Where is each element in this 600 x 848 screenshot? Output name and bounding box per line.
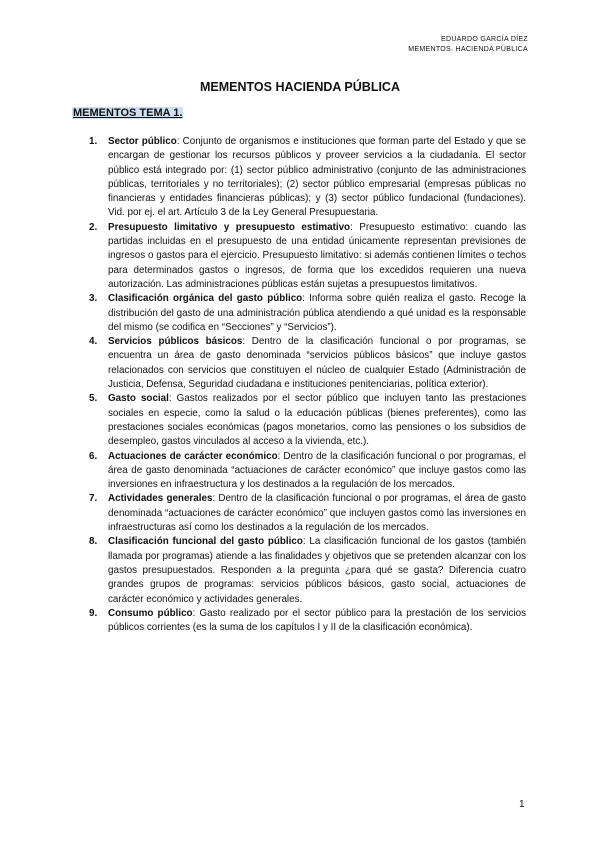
list-item (72, 335, 526, 392)
item-term: Sector público (108, 136, 177, 147)
list-item (72, 392, 526, 449)
list-item (72, 221, 526, 292)
item-term: Presupuesto limitativo y presupuesto estimativo (108, 221, 351, 233)
item-term: Actividades generales (108, 493, 213, 505)
item-text: : Informa sobre quién realiza el gasto. Recoge la distribución del gasto de una administración pública atendiendo a qué unidad es la responsable del mismo (se codifica en “Secciones” y “Servicios”). (108, 293, 526, 333)
section-heading: MEMENTOS TEMA 1. (73, 107, 183, 119)
list-item (72, 450, 526, 493)
page-number: 1 (519, 799, 525, 810)
item-number: 7. (89, 493, 98, 505)
item-term: Clasificación funcional del gasto público (108, 536, 303, 548)
item-text: : Dentro de la clasificación funcional o por programas, el área de gasto denominada “actuaciones de carácter económico” que incluyen gastos como las inversiones en infraestructuras así como los destinados a la regulación de los mercados. (108, 493, 526, 534)
item-text: : Gastos realizados por el sector público que incluyen tanto las prestaciones sociales en especie, como la salud o la educación públicas (bienes preferentes), como las prestaciones sociales económicas (pagos monetarios, como las pensiones o los subsidios de desempleo, gastos vinculados al acceso a la vivienda, etc.). (108, 393, 527, 448)
item-term: Actuaciones de carácter económico (108, 450, 278, 462)
item-number: 5. (89, 393, 98, 405)
header-document: MEMENTOS. HACIENDA PÚBLICA (408, 45, 528, 53)
page-header (408, 35, 528, 54)
item-text: : Dentro de la clasificación funcional o por programas, se encuentra un área de gasto denominada “servicios públicos básicos” que incluye gastos relacionados con servicios que constituyen el núcleo de cualquier Estado (Administración de Justicia, Defensa, Seguridad ciudadana e instituciones penitenciarias, política exterior). (108, 336, 526, 391)
item-text: : Dentro de la clasificación funcional o por programas, el área de gasto denominada “actuaciones de carácter económico” que incluye gastos como las inversiones en infraestructura y los destinados a la regulación de los mercados. (108, 450, 526, 491)
list-item (72, 492, 526, 535)
item-number: 1. (89, 136, 98, 147)
item-text: : Gasto realizado por el sector público para la prestación de los servicios públicos corrientes (es la suma de los capítulos I y II de la clasificación económica). (108, 607, 526, 634)
item-number: 4. (89, 336, 98, 348)
list-item (72, 607, 526, 636)
item-number: 6. (89, 450, 98, 462)
item-number: 9. (89, 607, 98, 619)
item-term: Consumo público (108, 607, 193, 619)
list-item (72, 292, 526, 335)
list-item (72, 135, 526, 221)
item-term: Servicios públicos básicos (108, 336, 243, 348)
item-number: 2. (89, 221, 98, 233)
item-text: : La clasificación funcional de los gastos (también llamada por programas) atiende a las finalidades y objetivos que se pretenden alcanzar con los gastos presupuestados. Responden a la pregunta ¿para qué se gasta? Diferencia cuatro grandes grupos de programas: servicios públicos básicos, gasto social, actuaciones de carácter económico y actividades generales. (108, 536, 526, 605)
definition-list (72, 135, 526, 635)
item-term: Clasificación orgánica del gasto público (108, 293, 303, 305)
page-title: MEMENTOS HACIENDA PÚBLICA (199, 80, 400, 94)
item-number: 8. (89, 536, 98, 548)
item-text: : Presupuesto estimativo: cuando las partidas incluidas en el presupuesto de una entidad únicamente representan previsiones de ingresos o gastos para el ejercicio. Presupuesto limitativo: si además contienen límites o techos para determinados gastos o ingresos, de forma que los excedidos requieren una nueva autorización. Las administraciones públicas están sujetas a presupuestos limitativos. (108, 221, 527, 290)
item-term: Gasto social (108, 393, 169, 405)
list-item (72, 535, 526, 606)
item-number: 3. (89, 293, 98, 305)
item-text: : Conjunto de organismos e instituciones que forman parte del Estado y que se encargan de gestionar los recursos públicos y proveer servicios a la ciudadanía. El sector público está integrado por: (1) sector público administrativo (conjunto de las administraciones públicas, territoriales y no territoriales); (2) sector público empresarial (empresas públicas no financieras y entidades financieras públicas); y (3) sector público fundacional (fundaciones). Vid. por ej. el art. Artículo 3 de la Ley General Presupuestaria. (108, 136, 526, 219)
header-author: EDUARDO GARCÍA DÍEZ (441, 36, 528, 43)
